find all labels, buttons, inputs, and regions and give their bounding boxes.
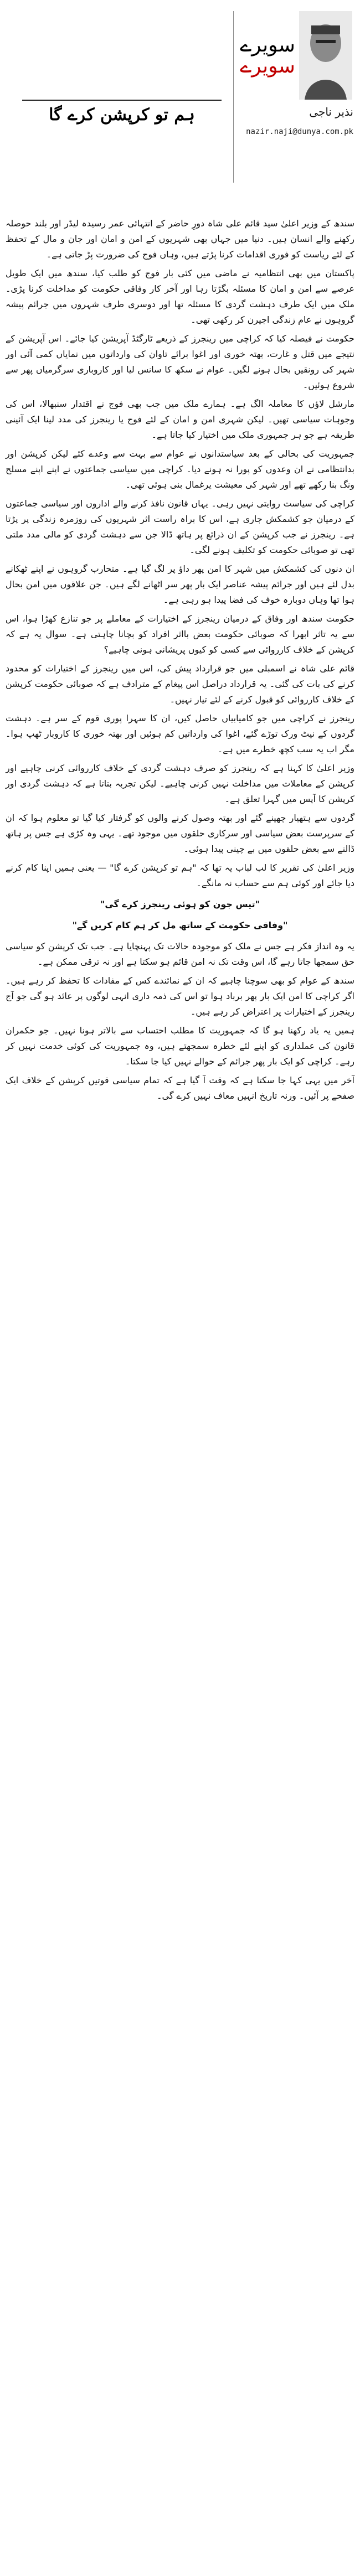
- author-portrait: [299, 11, 352, 100]
- paragraph: ہمیں یہ یاد رکھنا ہو گا کہ جمہوریت کا مطلب احتساب سے بالاتر ہونا نہیں۔ جو حکمران قانون کی عملداری کو اپنے لئے خطرہ سمجھتے ہیں، وہ جمہوریت کی کوئی خدمت نہیں کر رہے۔ کراچی کو ایک بار پھر جرائم کے حوالے نہیں کیا جا سکتا۔: [6, 1025, 355, 1067]
- article-body: [6, 216, 354, 1107]
- paragraph: وزیر اعلیٰ کی تقریر کا لب لباب یہ تھا کہ "ہم تو کرپشن کرے گا" — یعنی ہمیں اپنا کام کرنے دیا جائے اور کوئی ہم سے حساب نہ مانگے۔: [6, 862, 354, 888]
- paragraph: وزیر اعلیٰ کا کہنا ہے کہ رینجرز کو صرف دہشت گردی کے خلاف کارروائی کرنی چاہیے اور کرپشن کے معاملات میں مداخلت نہیں کرنی چاہیے۔ لیکن تجربہ بتاتا ہے کہ دہشت گردی اور کرپشن کا آپس میں گہرا تعلق ہے۔: [6, 763, 354, 804]
- paragraph: مارشل لاؤں کا معاملہ الگ ہے۔ ہمارے ملک میں جب بھی فوج نے اقتدار سنبھالا، اس کی وجوہات سیاسی تھیں۔ لیکن شہری امن و امان کے لئے فوج یا رینجرز کی مدد لینا ایک آئینی طریقہ ہے جو ہر جمہوری ملک میں اختیار کیا جاتا ہے۔: [6, 399, 354, 440]
- paragraph: رینجرز نے کراچی میں جو کامیابیاں حاصل کیں، ان کا سہرا پوری قوم کے سر ہے۔ دہشت گردوں کے نیٹ ورک توڑے گئے، اغوا کی وارداتیں کم ہوئیں اور بھتہ خوری کا کاروبار ٹھپ ہوا۔ مگر اب یہ سب کچھ خطرے میں ہے۔: [6, 713, 354, 754]
- pull-quote: "وفاقی حکومت کے ساتھ مل کر ہم کام کریں گے": [72, 920, 288, 930]
- paragraph: سندھ کے عوام کو بھی سوچنا چاہیے کہ ان کے نمائندے کس کے مفادات کا تحفظ کر رہے ہیں۔ اگر کراچی کا امن ایک بار پھر برباد ہوا تو اس کی ذمہ داری انہی لوگوں پر عائد ہو گی جو آج رینجرز کے اختیارات پر اعتراض کر رہے ہیں۔: [6, 975, 354, 1017]
- paragraph: حکومت سندھ اور وفاق کے درمیان رینجرز کے اختیارات کے معاملے پر جو تنازع کھڑا ہوا، اس سے یہ تاثر ابھرا کہ صوبائی حکومت بعض بااثر افراد کو بچانا چاہتی ہے۔ سوال یہ ہے کہ کرپشن کے خلاف کارروائی سے کسی کو کیوں پریشانی ہونی چاہیے؟: [6, 613, 354, 655]
- column-header: [0, 0, 360, 210]
- column-logo-line1: سویرے: [240, 34, 295, 57]
- title-wrap: [22, 100, 222, 125]
- byline-box: [233, 11, 353, 183]
- paragraph: یہ وہ انداز فکر ہے جس نے ملک کو موجودہ حالات تک پہنچایا ہے۔ جب تک کرپشن کو سیاسی حق سمجھا جاتا رہے گا، اس وقت تک نہ امن قائم ہو سکتا ہے اور نہ ترقی ممکن ہے۔: [6, 941, 354, 967]
- paragraph: کراچی کی سیاست روایتی نہیں رہی۔ یہاں قانون نافذ کرنے والے اداروں اور سیاسی جماعتوں کے درمیان جو کشمکش جاری ہے، اس کا براہ راست اثر شہریوں کی روزمرہ زندگی پر پڑتا ہے۔ رینجرز نے جب کرپشن کے ان ذرائع پر ہاتھ ڈالا جن سے دہشت گردی کو مالی مدد ملتی تھی تو صوبائی حکومت کو تکلیف ہونے لگی۔: [6, 498, 354, 555]
- paragraph: جمہوریت کی بحالی کے بعد سیاستدانوں نے عوام سے بہت سے وعدے کئے لیکن کرپشن اور بدانتظامی نے ان وعدوں کو پورا نہ ہونے دیا۔ کراچی میں سیاسی جماعتوں نے اپنے اپنے مسلح ونگ بنا رکھے تھے اور شہر کی معیشت یرغمال بنی ہوئی تھی۔: [6, 448, 354, 490]
- paragraph: آخر میں یہی کہا جا سکتا ہے کہ وقت آ گیا ہے کہ تمام سیاسی قوتیں کرپشن کے خلاف ایک صفحے پر آئیں۔ ورنہ تاریخ انہیں معاف نہیں کرے گی۔: [6, 1075, 354, 1101]
- paragraph: پاکستان میں بھی انتظامیہ نے ماضی میں کئی بار فوج کو طلب کیا، سندھ میں ایک طویل عرصے سے امن و امان کا مسئلہ بگڑتا رہا اور آخر کار وفاقی حکومت کو مداخلت کرنا پڑی۔ ملک میں ایک طرف دہشت گردی کا مسئلہ تھا اور دوسری طرف شہروں میں جرائم پیشہ گروہوں نے عام زندگی اجیرن کر رکھی تھی۔: [6, 268, 354, 325]
- paragraph: سندھ کے وزیر اعلیٰ سید قائم علی شاہ دورِ حاضر کے انتہائی عمر رسیدہ لیڈر اور بلند حوصلہ رکھنے والے انسان ہیں۔ دنیا میں جہاں بھی شہریوں کے امن و امان اور جان و مال کے تحفظ کے لئے ریاست کو فوری اقدامات کرنا پڑتے ہیں، وہاں فوج کی ضرورت پڑ جاتی ہے۔: [6, 218, 354, 260]
- pull-quote: "تیس جون کو ہوئی رینجرز کرے گی": [100, 899, 260, 909]
- paragraph: قائم علی شاہ نے اسمبلی میں جو قرارداد پیش کی، اس میں رینجرز کے اختیارات کو محدود کرنے کی بات کی گئی۔ یہ قرارداد دراصل اس پیغام کے مترادف ہے کہ صوبائی حکومت کرپشن کے خلاف کارروائی کو قبول کرنے کے لئے تیار نہیں۔: [6, 663, 354, 705]
- paragraph: ان دنوں کی کشمکش میں شہر کا امن پھر داؤ پر لگ گیا ہے۔ متحارب گروہوں نے اپنے ٹھکانے بدل لئے ہیں اور جرائم پیشہ عناصر ایک بار پھر سر اٹھانے لگے ہیں۔ جن علاقوں میں امن بحال ہوا تھا وہاں دوبارہ خوف کی فضا پیدا ہو رہی ہے۔: [6, 563, 354, 605]
- column-title: ہم تو کرپشن کرے گا: [49, 105, 195, 125]
- column-logo-line2: سویرے: [240, 55, 295, 77]
- column-logo: [237, 14, 298, 97]
- paragraph: حکومت نے فیصلہ کیا کہ کراچی میں رینجرز کے ذریعے ٹارگٹڈ آپریشن کیا جائے۔ اس آپریشن کے نتیجے میں قتل و غارت، بھتہ خوری اور اغوا برائے تاوان کی وارداتوں میں نمایاں کمی آئی اور شہر کی رونقیں بحال ہونے لگیں۔ عوام نے سکھ کا سانس لیا اور کاروباری سرگرمیاں پھر سے شروع ہوئیں۔: [6, 333, 354, 390]
- author-name: نذیر ناجی: [309, 105, 353, 118]
- author-email: nazir.naji@dunya.com.pk: [246, 127, 353, 136]
- paragraph: گردوں سے ہتھیار چھینے گئے اور بھتہ وصول کرنے والوں کو گرفتار کیا گیا تو معلوم ہوا کہ ان کے سرپرست بعض سیاسی اور سرکاری حلقوں میں موجود تھے۔ یہی وہ کڑی ہے جس پر ہاتھ ڈالنے سے بعض حلقوں میں بے چینی پیدا ہوئی۔: [6, 813, 354, 854]
